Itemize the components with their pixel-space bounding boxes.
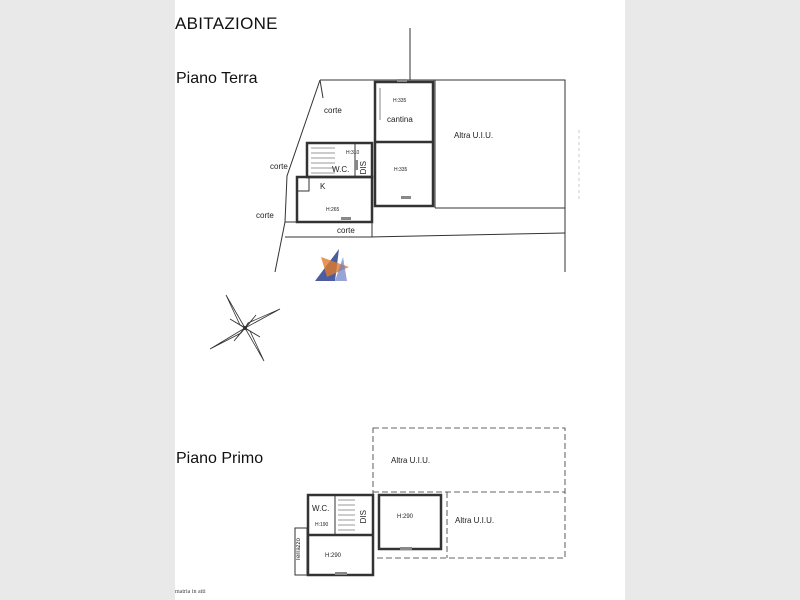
first-floor-drawing [175,0,625,600]
label-corte-bottom: corte [337,226,355,235]
floor-plan-sheet [175,0,625,600]
first-floor-title: Piano Primo [176,450,264,467]
label-corte-top: corte [324,106,342,115]
label-wc: W.C. [332,165,350,174]
label-altra-uiu-right: Altra U.I.U. [455,516,495,525]
label-dis-first-floor: DIS [359,510,368,524]
document-title: ABITAZIONE [175,14,278,33]
label-height-room: H:290 [397,514,414,520]
label-altra-uiu: Altra U.I.U. [454,131,494,140]
label-height-cantina-top: H:335 [393,98,407,104]
label-wc-first-floor: W.C. [312,504,330,513]
label-kitchen: K [320,182,326,191]
footnote: matria in atti [175,589,206,595]
ground-floor-title: Piano Terra [176,70,258,87]
label-cantina: cantina [387,115,413,124]
label-height-wc: H:190 [315,522,329,528]
label-altra-uiu-top: Altra U.I.U. [391,456,431,465]
label-height-cantina-bottom: H:335 [394,167,408,173]
label-terrazzo: Terrazzo [296,538,302,562]
label-height-stairs: H:310 [346,150,360,156]
label-corte-lower: corte [256,211,274,220]
label-height-lower-room: H:290 [325,553,342,559]
label-dis: DIS [359,161,368,175]
label-height-kitchen: H:265 [326,207,340,213]
label-corte-left: corte [270,162,288,171]
